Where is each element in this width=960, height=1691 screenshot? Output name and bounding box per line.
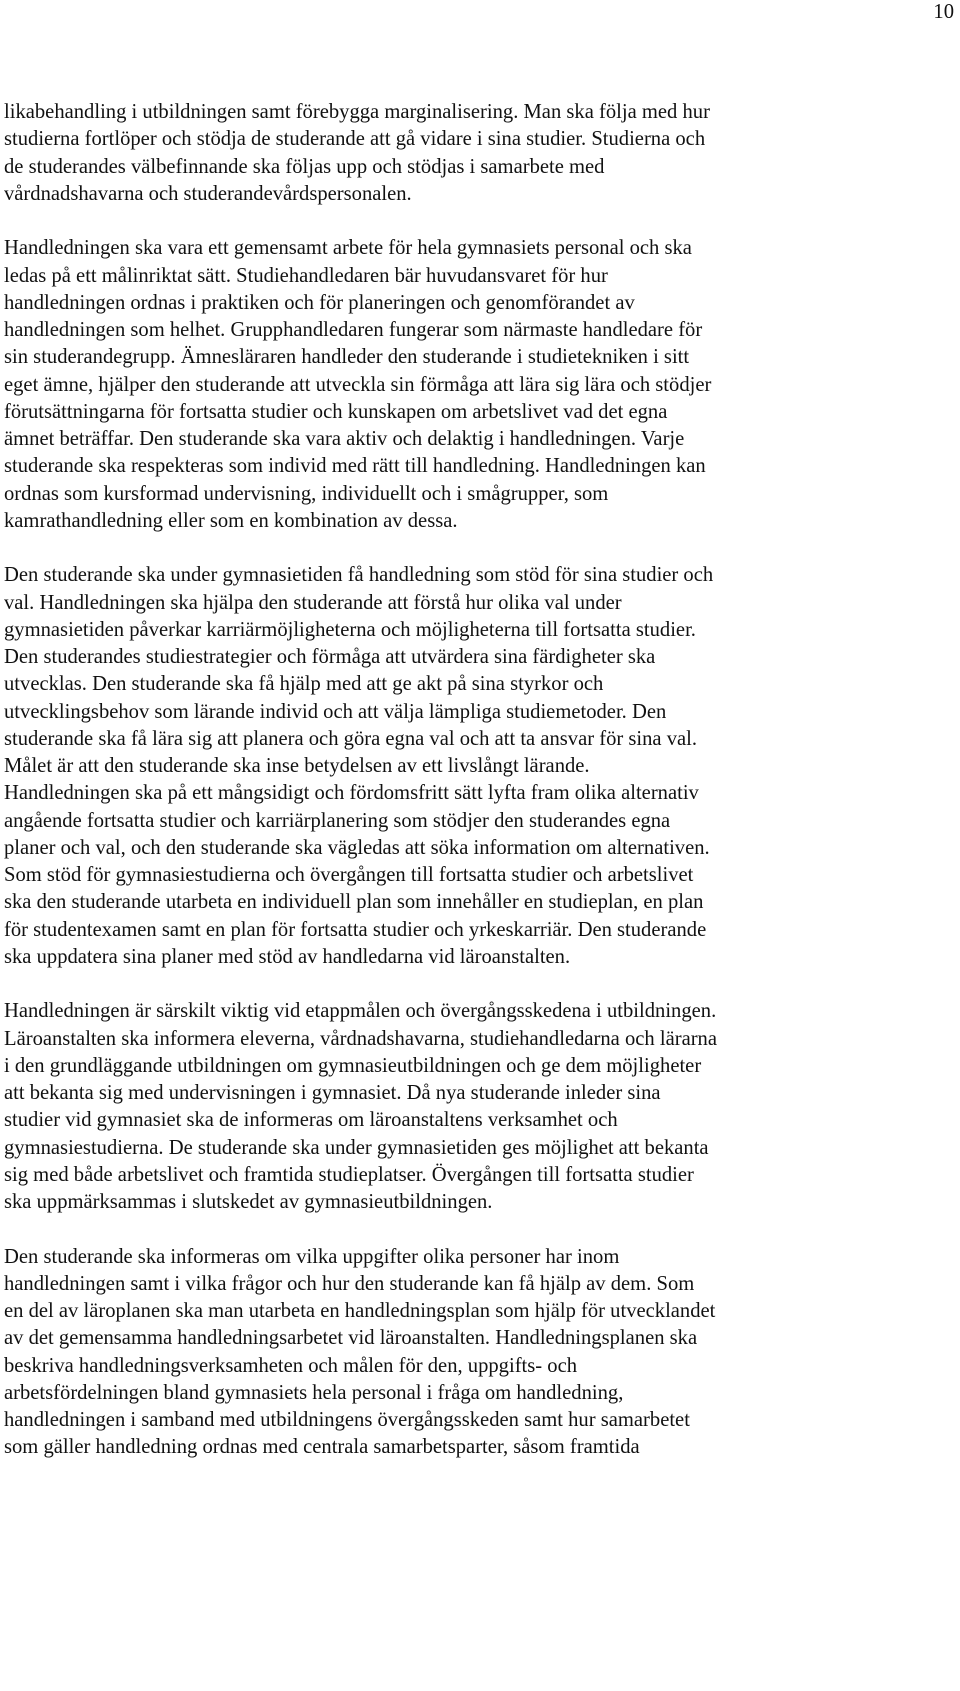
- text-line: sig med både arbetslivet och framtida studieplatser. Övergången till fortsatta studier: [4, 1163, 694, 1186]
- text-line: gymnasiestudierna. De studerande ska under gymnasietiden ges möjlighet att bekanta: [4, 1136, 709, 1159]
- text-line: Som stöd för gymnasiestudierna och övergången till fortsatta studier och arbetslivet: [4, 864, 694, 886]
- text-line: Handledningen är särskilt viktig vid etappmålen och övergångsskedena i utbildningen.: [4, 1000, 717, 1023]
- text-line: i den grundläggande utbildningen om gymnasieutbildningen och ge dem möjligheter: [4, 1054, 702, 1077]
- text-line: att bekanta sig med undervisningen i gymnasiet. Då nya studerande inleder sina: [4, 1082, 661, 1104]
- text-line: utvecklas. Den studerande ska få hjälp med att ge akt på sina styrkor och: [4, 673, 604, 696]
- paragraph: [4, 1244, 954, 1462]
- text-line: beskriva handledningsverksamheten och målen för den, uppgifts- och: [4, 1354, 578, 1377]
- text-line: de studerandes välbefinnande ska följas upp och stödjas i samarbete med: [4, 155, 605, 178]
- text-line: av det gemensamma handledningsarbetet vid läroanstalten. Handledningsplanen ska: [4, 1327, 698, 1350]
- paragraph: [4, 235, 954, 535]
- text-line: Den studerandes studiestrategier och förmåga att utvärdera sina färdigheter ska: [4, 646, 656, 668]
- text-line: studerande ska få lära sig att planera och göra egna val och att ta ansvar för sina val.: [4, 727, 698, 750]
- text-line: val. Handledningen ska hjälpa den studerande att förstå hur olika val under: [4, 591, 622, 614]
- text-line: en del av läroplanen ska man utarbeta en handledningsplan som hjälp för utvecklandet: [4, 1300, 716, 1322]
- text-line: gymnasietiden påverkar karriärmöjligheterna och möjligheterna till fortsatta studier.: [4, 618, 696, 641]
- text-line: likabehandling i utbildningen samt förebygga marginalisering. Man ska följa med hur: [4, 101, 710, 123]
- text-line: förutsättningarna för fortsatta studier och kunskapen om arbetslivet vad det egna: [4, 400, 668, 423]
- paragraph: [4, 99, 954, 208]
- text-line: studier vid gymnasiet ska de informeras om läroanstaltens verksamhet och: [4, 1109, 618, 1132]
- page-number: 10: [933, 1, 954, 23]
- text-line: Handledningen ska på ett mångsidigt och fördomsfritt sätt lyfta fram olika alternativ: [4, 782, 699, 805]
- text-line: vårdnadshavarna och studerandevårdspersonalen.: [4, 182, 412, 205]
- text-line: ska den studerande utarbeta en individuell plan som innehåller en studieplan, en plan: [4, 891, 704, 914]
- paragraph: [4, 998, 954, 1216]
- text-line: Den studerande ska informeras om vilka uppgifter olika personer har inom: [4, 1245, 620, 1268]
- text-line: sin studerandegrupp. Ämnesläraren handleder den studerande i studietekniken i sitt: [4, 346, 690, 369]
- text-line: angående fortsatta studier och karriärplanering som stödjer den studerandes egna: [4, 809, 671, 832]
- text-line: som gäller handledning ordnas med centrala samarbetsparter, såsom framtida: [4, 1436, 640, 1459]
- paragraph: [4, 562, 954, 971]
- text-line: studerande ska respekteras som individ med rätt till handledning. Handledningen kan: [4, 455, 706, 478]
- text-line: planer och val, och den studerande ska vägledas att söka information om alternativen.: [4, 836, 710, 859]
- text-line: studierna fortlöper och stödja de studerande att gå vidare i sina studier. Studierna och: [4, 128, 706, 151]
- text-line: Läroanstalten ska informera eleverna, vårdnadshavarna, studiehandledarna och lärarna: [4, 1027, 717, 1050]
- text-line: Målet är att den studerande ska inse betydelsen av ett livslångt lärande.: [4, 755, 590, 777]
- text-line: Den studerande ska under gymnasietiden få handledning som stöd för sina studier och: [4, 564, 714, 587]
- body-text: [4, 99, 954, 1462]
- text-line: ämnet beträffar. Den studerande ska vara aktiv och delaktig i handledningen. Varje: [4, 428, 685, 450]
- text-line: handledningen i samband med utbildningens övergångsskeden samt hur samarbetet: [4, 1409, 690, 1431]
- text-line: handledningen ordnas i praktiken och för planeringen och genomförandet av: [4, 291, 635, 314]
- text-line: arbetsfördelningen bland gymnasiets hela personal i fråga om handledning,: [4, 1381, 624, 1404]
- text-line: ska uppdatera sina planer med stöd av handledarna vid läroanstalten.: [4, 945, 571, 968]
- text-line: handledningen som helhet. Grupphandledaren fungerar som närmaste handledare för: [4, 319, 703, 341]
- text-line: för studentexamen samt en plan för fortsatta studier och yrkeskarriär. Den studerande: [4, 918, 707, 941]
- text-line: utvecklingsbehov som lärande individ och att välja lämpliga studiemetoder. Den: [4, 700, 667, 723]
- text-line: handledningen samt i vilka frågor och hur den studerande kan få hjälp av dem. Som: [4, 1272, 695, 1295]
- text-line: ordnas som kursformad undervisning, individuellt och i smågrupper, som: [4, 482, 609, 505]
- text-line: ska uppmärksammas i slutskedet av gymnasieutbildningen.: [4, 1191, 493, 1213]
- text-line: eget ämne, hjälper den studerande att utveckla sin förmåga att lära sig lära och stödjer: [4, 373, 712, 396]
- text-line: ledas på ett målinriktat sätt. Studiehandledaren bär huvudansvaret för hur: [4, 264, 608, 287]
- text-line: kamrathandledning eller som en kombination av dessa.: [4, 509, 458, 532]
- text-line: Handledningen ska vara ett gemensamt arbete för hela gymnasiets personal och ska: [4, 237, 692, 260]
